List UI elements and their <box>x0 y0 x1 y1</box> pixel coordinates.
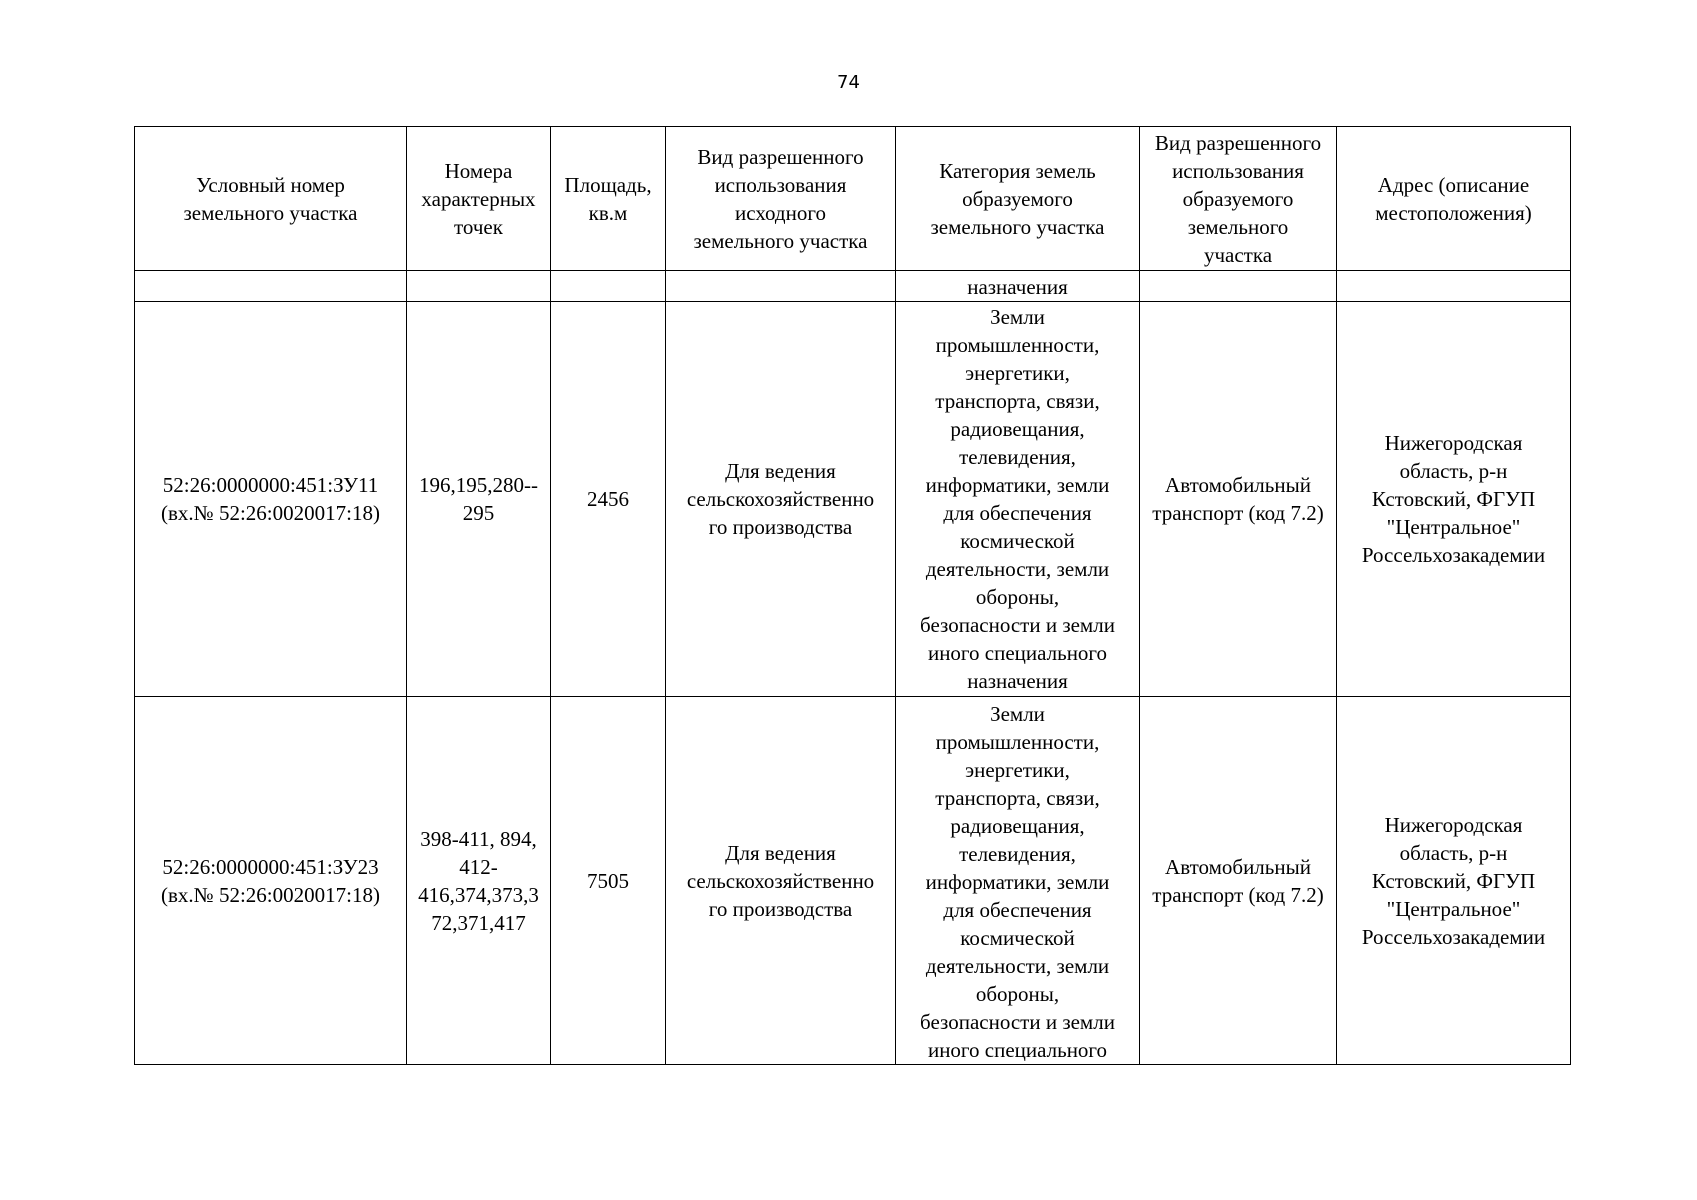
cell-land-category: Земли промышленности, энергетики, транспорта, связи, радиовещания, телевидения, информатики, земли для обеспечения космической деятельности, земли обороны, безопасности и земли иного специального назначения <box>896 302 1140 697</box>
cell-formed-usage: Автомобильный транспорт (код 7.2) <box>1140 302 1337 697</box>
table-row-continuation <box>135 271 1571 302</box>
land-plots-table <box>134 126 1571 1065</box>
header-land-category: Категория земель образуемого земельного участка <box>896 127 1140 271</box>
cell-empty <box>1337 271 1571 302</box>
table-header-row <box>135 127 1571 271</box>
cell-empty <box>1140 271 1337 302</box>
cell-source-usage: Для ведения сельскохозяйственно го производства <box>666 697 896 1065</box>
cell-conditional-number: 52:26:0000000:451:ЗУ11 (вх.№ 52:26:0020017:18) <box>135 302 407 697</box>
cell-empty <box>666 271 896 302</box>
cell-area: 7505 <box>551 697 666 1065</box>
header-formed-usage: Вид разрешенного использования образуемого земельного участка <box>1140 127 1337 271</box>
cell-land-category: назначения <box>896 271 1140 302</box>
cell-empty <box>551 271 666 302</box>
header-area: Площадь, кв.м <box>551 127 666 271</box>
cell-source-usage: Для ведения сельскохозяйственно го производства <box>666 302 896 697</box>
cell-area: 2456 <box>551 302 666 697</box>
header-conditional-number: Условный номер земельного участка <box>135 127 407 271</box>
cell-address: Нижегородская область, р-н Кстовский, ФГУП "Центральное" Россельхозакадемии <box>1337 697 1571 1065</box>
cell-point-numbers: 196,195,280-- 295 <box>407 302 551 697</box>
cell-address: Нижегородская область, р-н Кстовский, ФГУП "Центральное" Россельхозакадемии <box>1337 302 1571 697</box>
cell-conditional-number: 52:26:0000000:451:ЗУ23 (вх.№ 52:26:0020017:18) <box>135 697 407 1065</box>
header-address: Адрес (описание местоположения) <box>1337 127 1571 271</box>
header-point-numbers: Номера характерных точек <box>407 127 551 271</box>
cell-empty <box>407 271 551 302</box>
header-source-usage: Вид разрешенного использования исходного земельного участка <box>666 127 896 271</box>
cell-point-numbers: 398-411, 894, 412- 416,374,373,3 72,371,417 <box>407 697 551 1065</box>
cell-formed-usage: Автомобильный транспорт (код 7.2) <box>1140 697 1337 1065</box>
cell-land-category: Земли промышленности, энергетики, транспорта, связи, радиовещания, телевидения, информатики, земли для обеспечения космической деятельности, земли обороны, безопасности и земли иного специального <box>896 697 1140 1065</box>
cell-empty <box>135 271 407 302</box>
table-row <box>135 302 1571 697</box>
page-number: 74 <box>837 72 860 93</box>
table-row <box>135 697 1571 1065</box>
